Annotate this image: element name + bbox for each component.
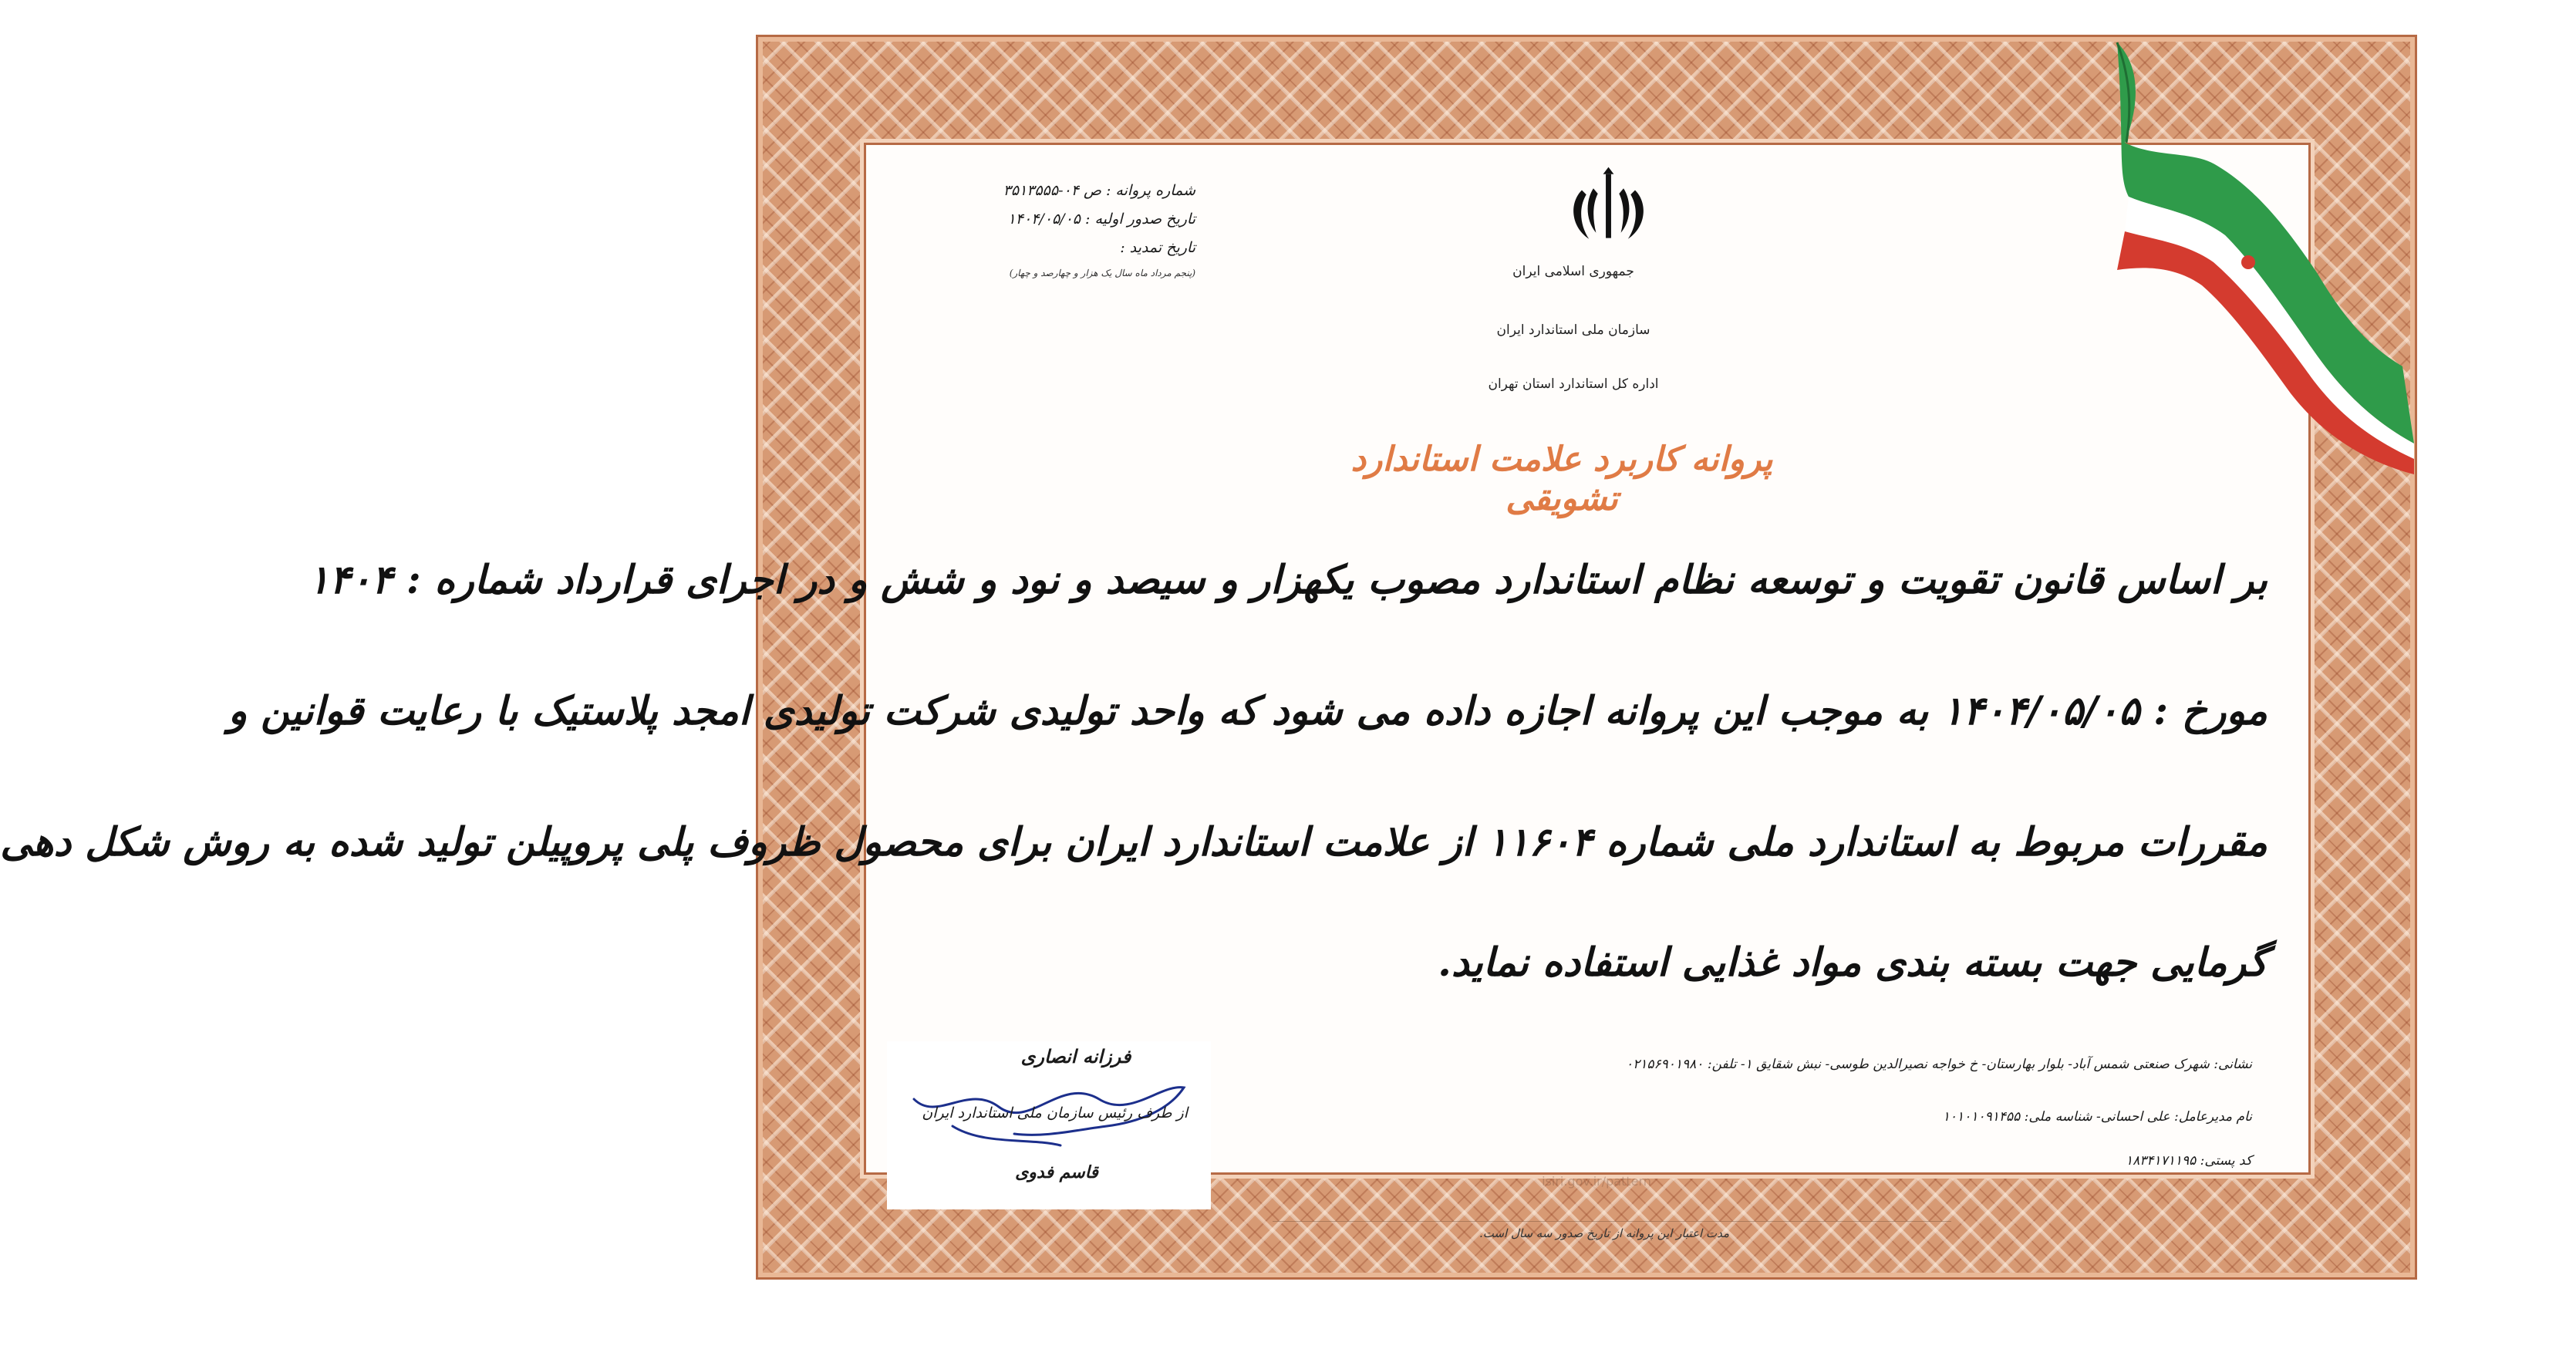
country-name: جمهوری اسلامی ایران — [1512, 264, 1634, 279]
ceo-and-national-id: نام مدیرعامل: علی احسانی- شناسه ملی: ۱۰۱۰۱۰۹۱۴۵۵ — [1942, 1109, 2252, 1125]
signatory-name: فرزانه انصاری — [1020, 1045, 1131, 1068]
footer-watermark: isiri.gov.ir/pattern — [1542, 1174, 1651, 1189]
footer-divider — [1273, 1221, 1951, 1222]
body-line-1: بر اساس قانون تقویت و توسعه نظام استاندارد مصوب یکهزار و سیصد و نود و شش و در اجرای قرارداد شماره : ۱۴۰۴ — [308, 557, 2267, 603]
body-line-3: مقررات مربوط به استاندارد ملی شماره ۱۱۶۰۴ از علامت استاندارد ایران برای محصول ظروف پلی پروپیلن تولید شده به روش شکل دهی — [0, 819, 2267, 865]
body-line-4: گرمایی جهت بسته بندی مواد غذایی استفاده نماید. — [1438, 939, 2267, 986]
department-name: اداره کل استاندارد استان تهران — [1488, 376, 1659, 392]
organization-name: سازمان ملی استاندارد ایران — [1496, 322, 1650, 338]
signatory-role: از طرف رئیس سازمان ملی استاندارد ایران — [922, 1105, 1188, 1121]
postal-code: کد پستی: ۱۸۳۴۱۷۱۱۹۵ — [2125, 1153, 2252, 1169]
signatory-name-2: قاسم فدوی — [1015, 1162, 1098, 1182]
license-number: شماره پروانه : ص ۰۴-۳۵۱۳۵۵۵ — [1003, 182, 1195, 199]
license-meta — [964, 182, 1195, 278]
certificate-inner-panel — [0, 143, 2311, 1175]
certificate-title: پروانه کاربرد علامت استاندارد تشویقی — [1350, 440, 1773, 518]
iran-emblem-icon — [1564, 164, 1653, 252]
company-address: نشانی: شهرک صنعتی شمس آباد- بلوار بهارستان- خ خواجه نصیرالدین طوسی- نبش شقایق ۱- تلفن: ۰۲۱۵۶۹۰۱۹۸۰ — [1625, 1057, 2252, 1072]
renewal-date: تاریخ تمدید : — [1120, 239, 1195, 256]
issue-date: تاریخ صدور اولیه : ۱۴۰۴/۰۵/۰۵ — [1007, 211, 1195, 228]
validity-note: مدت اعتبار این پروانه از تاریخ صدور سه سال است. — [1479, 1226, 1729, 1240]
iran-flag-ribbon — [2109, 42, 2418, 474]
issue-date-words: (پنجم مرداد ماه سال یک هزار و چهارصد و چهار) — [1009, 268, 1195, 278]
body-line-2: مورخ : ۱۴۰۴/۰۵/۰۵ به موجب این پروانه اجازه داده می شود که واحد تولیدی شرکت تولیدی امجد پلاستیک با رعایت قوانین و — [228, 688, 2267, 734]
